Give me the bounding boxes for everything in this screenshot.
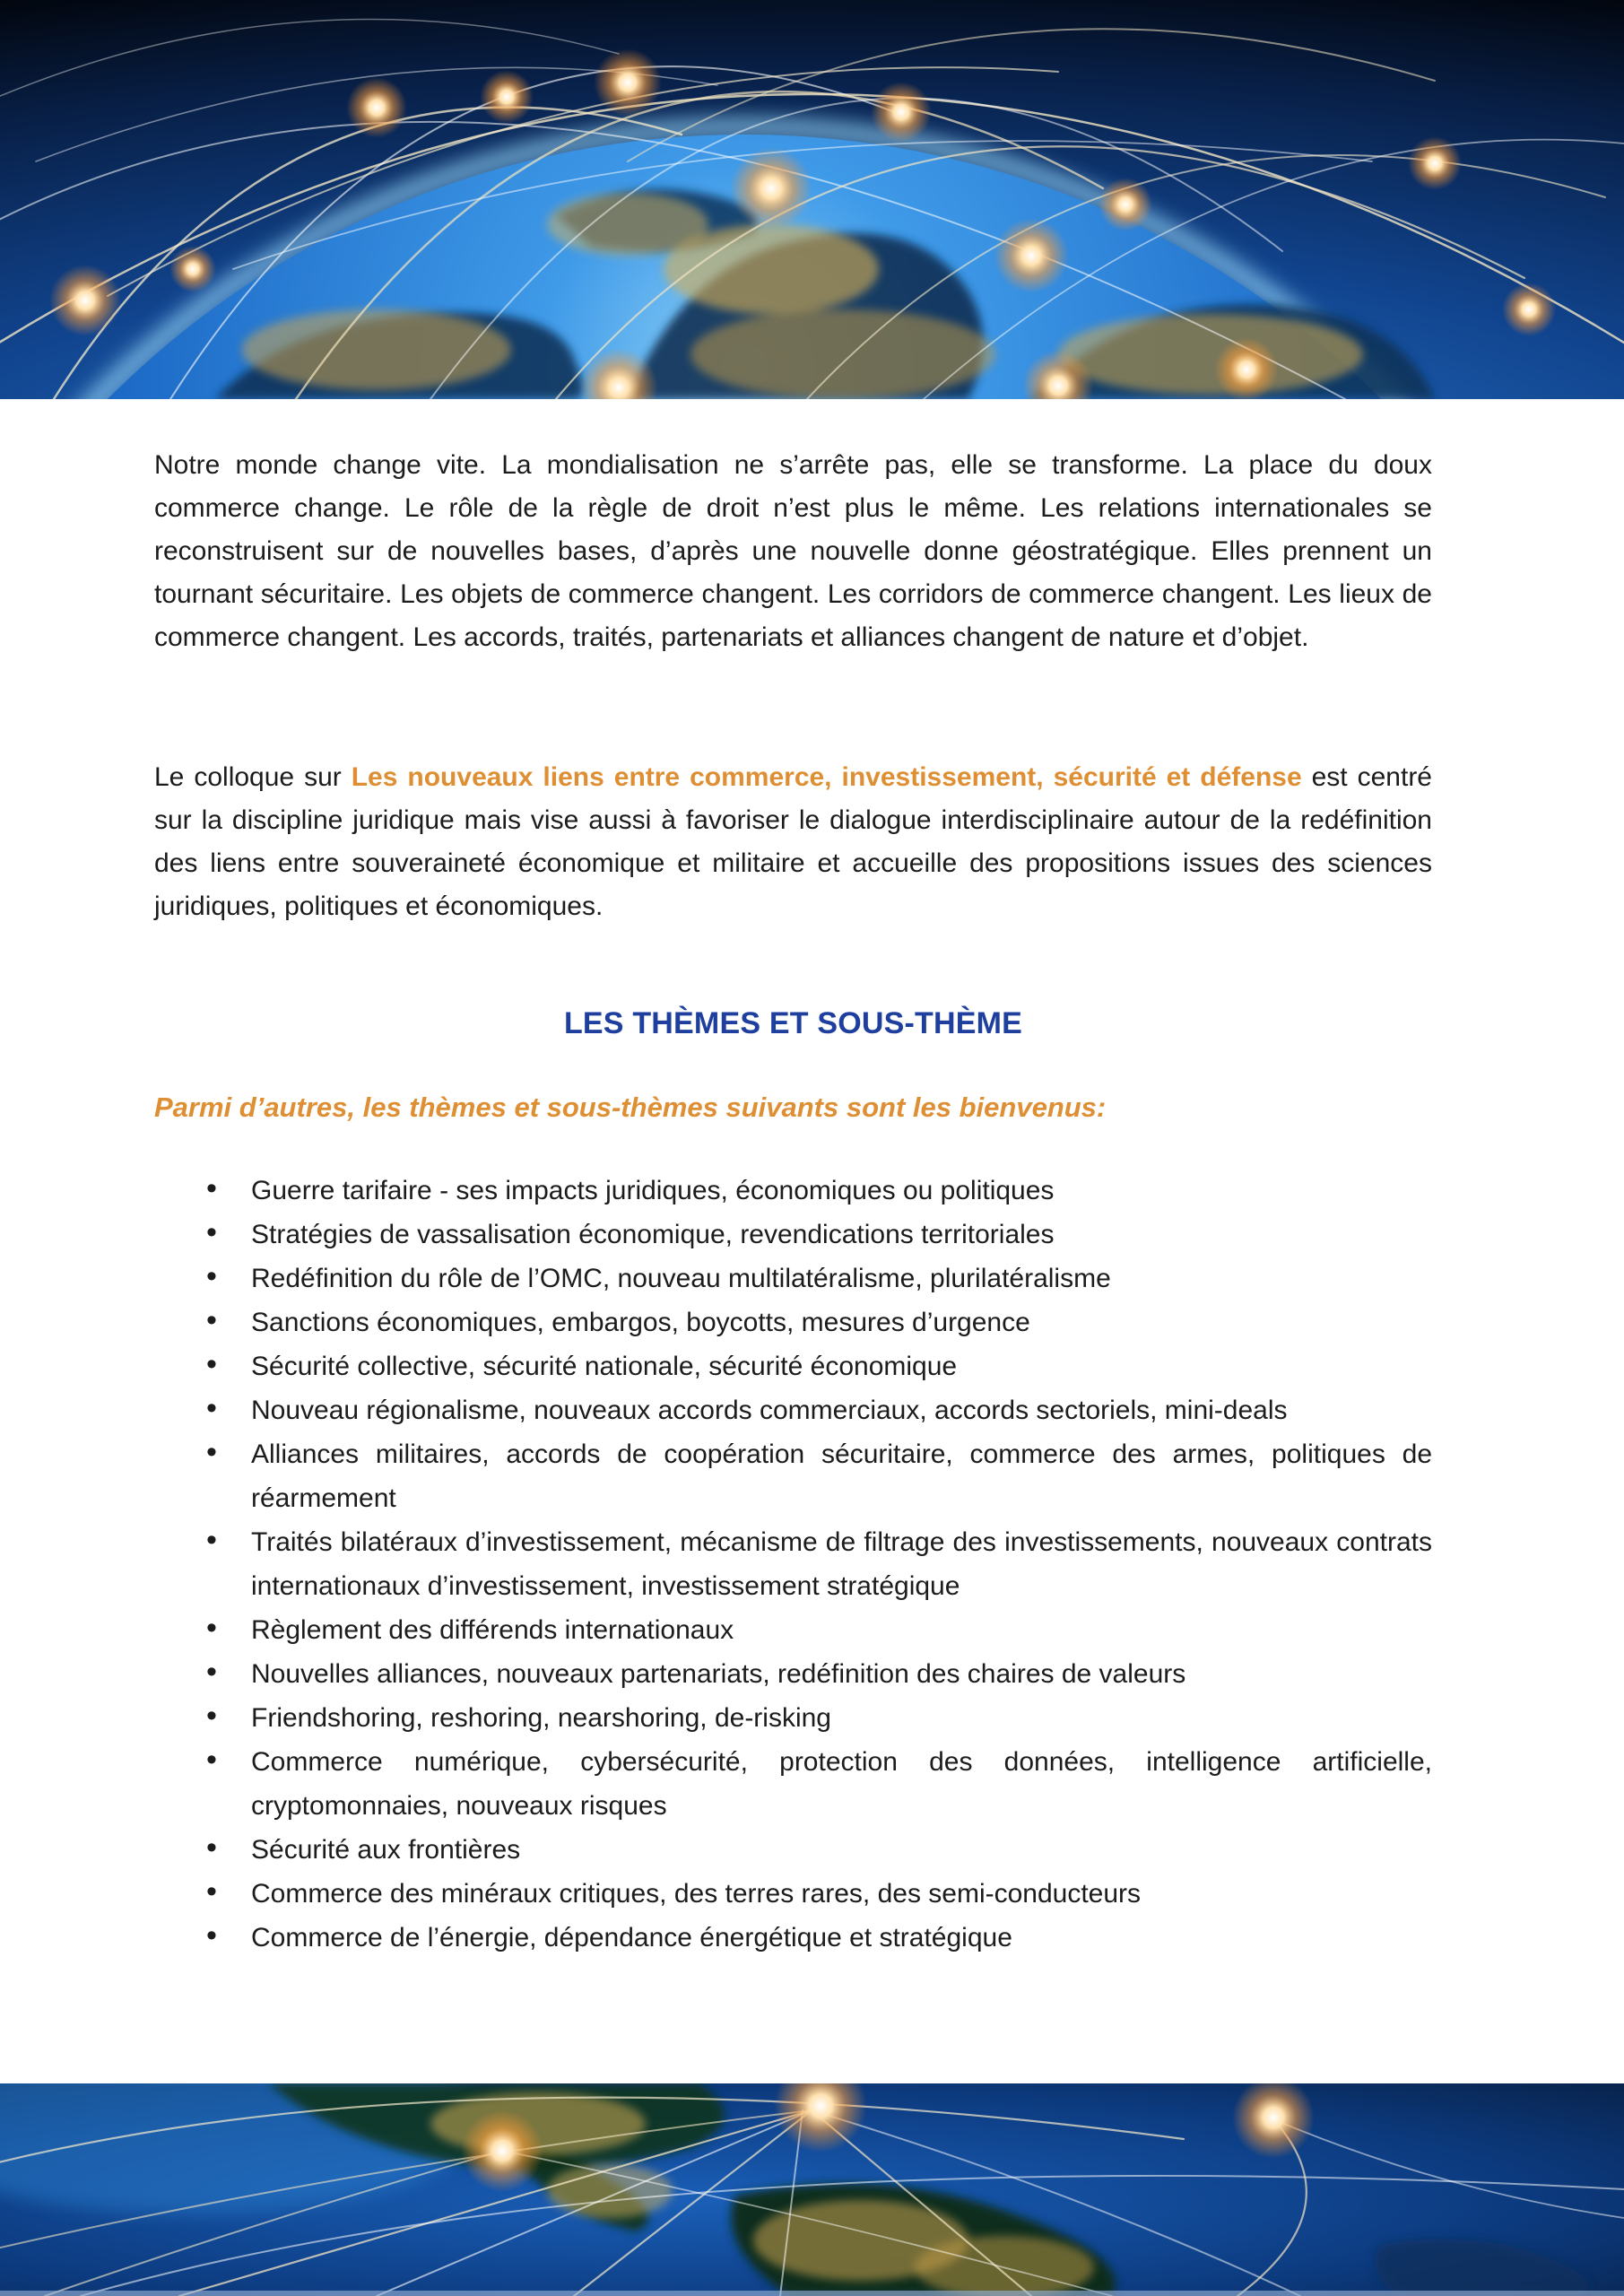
themes-list xyxy=(154,1169,1432,1960)
theme-item: • Règlement des différends internationaux xyxy=(154,1608,1432,1652)
theme-item: • Sécurité collective, sécurité nationale, sécurité économique xyxy=(154,1344,1432,1388)
colloque-title-highlight: Les nouveaux liens entre commerce, investissement, sécurité et défense xyxy=(351,762,1302,792)
theme-item: • Friendshoring, reshoring, nearshoring, de-risking xyxy=(154,1696,1432,1740)
footer-bottom-edge xyxy=(0,2291,1624,2296)
theme-item: • Redéfinition du rôle de l’OMC, nouveau multilatéralisme, plurilatéralisme xyxy=(154,1257,1432,1300)
theme-item: • Guerre tarifaire - ses impacts juridiques, économiques ou politiques xyxy=(154,1169,1432,1213)
colloque-paragraph xyxy=(154,756,1432,928)
header-banner-image xyxy=(0,0,1624,399)
theme-item: • Nouveau régionalisme, nouveaux accords commerciaux, accords sectoriels, mini-deals xyxy=(154,1388,1432,1432)
colloque-text-prefix: Le colloque sur xyxy=(154,762,352,792)
theme-item: • Traités bilatéraux d’investissement, mécanisme de filtrage des investissements, nouveaux contrats internationaux d’investissement, investissement stratégique xyxy=(154,1520,1432,1608)
theme-item: • Sécurité aux frontières xyxy=(154,1828,1432,1872)
theme-item: • Sanctions économiques, embargos, boycotts, mesures d’urgence xyxy=(154,1300,1432,1344)
theme-item: • Commerce de l’énergie, dépendance énergétique et stratégique xyxy=(154,1916,1432,1960)
footer-banner-image xyxy=(0,2083,1624,2296)
intro-paragraph: Notre monde change vite. La mondialisation ne s’arrête pas, elle se transforme. La place du doux commerce change. Le rôle de la règle de droit n’est plus le même. Les relations internationales se reconstruisent sur de nouvelles bases, d’après une nouvelle donne géostratégique. Elles prennent un tournant sécuritaire. Les objets de commerce changent. Les corridors de commerce changent. Les lieux de commerce changent. Les accords, traités, partenariats et alliances changent de nature et d’objet. xyxy=(154,450,1432,652)
theme-item: • Stratégies de vassalisation économique, revendications territoriales xyxy=(154,1213,1432,1257)
themes-subheading: Parmi d’autres, les thèmes et sous-thèmes suivants sont les bienvenus: xyxy=(154,1091,1107,1123)
theme-item: • Nouvelles alliances, nouveaux partenariats, redéfinition des chaires de valeurs xyxy=(154,1652,1432,1696)
theme-item: • Commerce des minéraux critiques, des terres rares, des semi-conducteurs xyxy=(154,1872,1432,1916)
theme-item: • Commerce numérique, cybersécurité, protection des données, intelligence artificielle, cryptomonnaies, nouveaux risques xyxy=(154,1740,1432,1828)
section-heading-themes: LES THÈMES ET SOUS-THÈME xyxy=(563,1006,1023,1040)
theme-item: • Alliances militaires, accords de coopération sécuritaire, commerce des armes, politiques de réarmement xyxy=(154,1432,1432,1520)
colloque-text-suffix: est centré sur la discipline juridique mais vise aussi à favoriser le dialogue interdisciplinaire autour de la redéfinition des liens entre souveraineté économique et militaire et accueille des propositions issues des sciences juridiques, politiques et économiques. xyxy=(154,762,1432,921)
